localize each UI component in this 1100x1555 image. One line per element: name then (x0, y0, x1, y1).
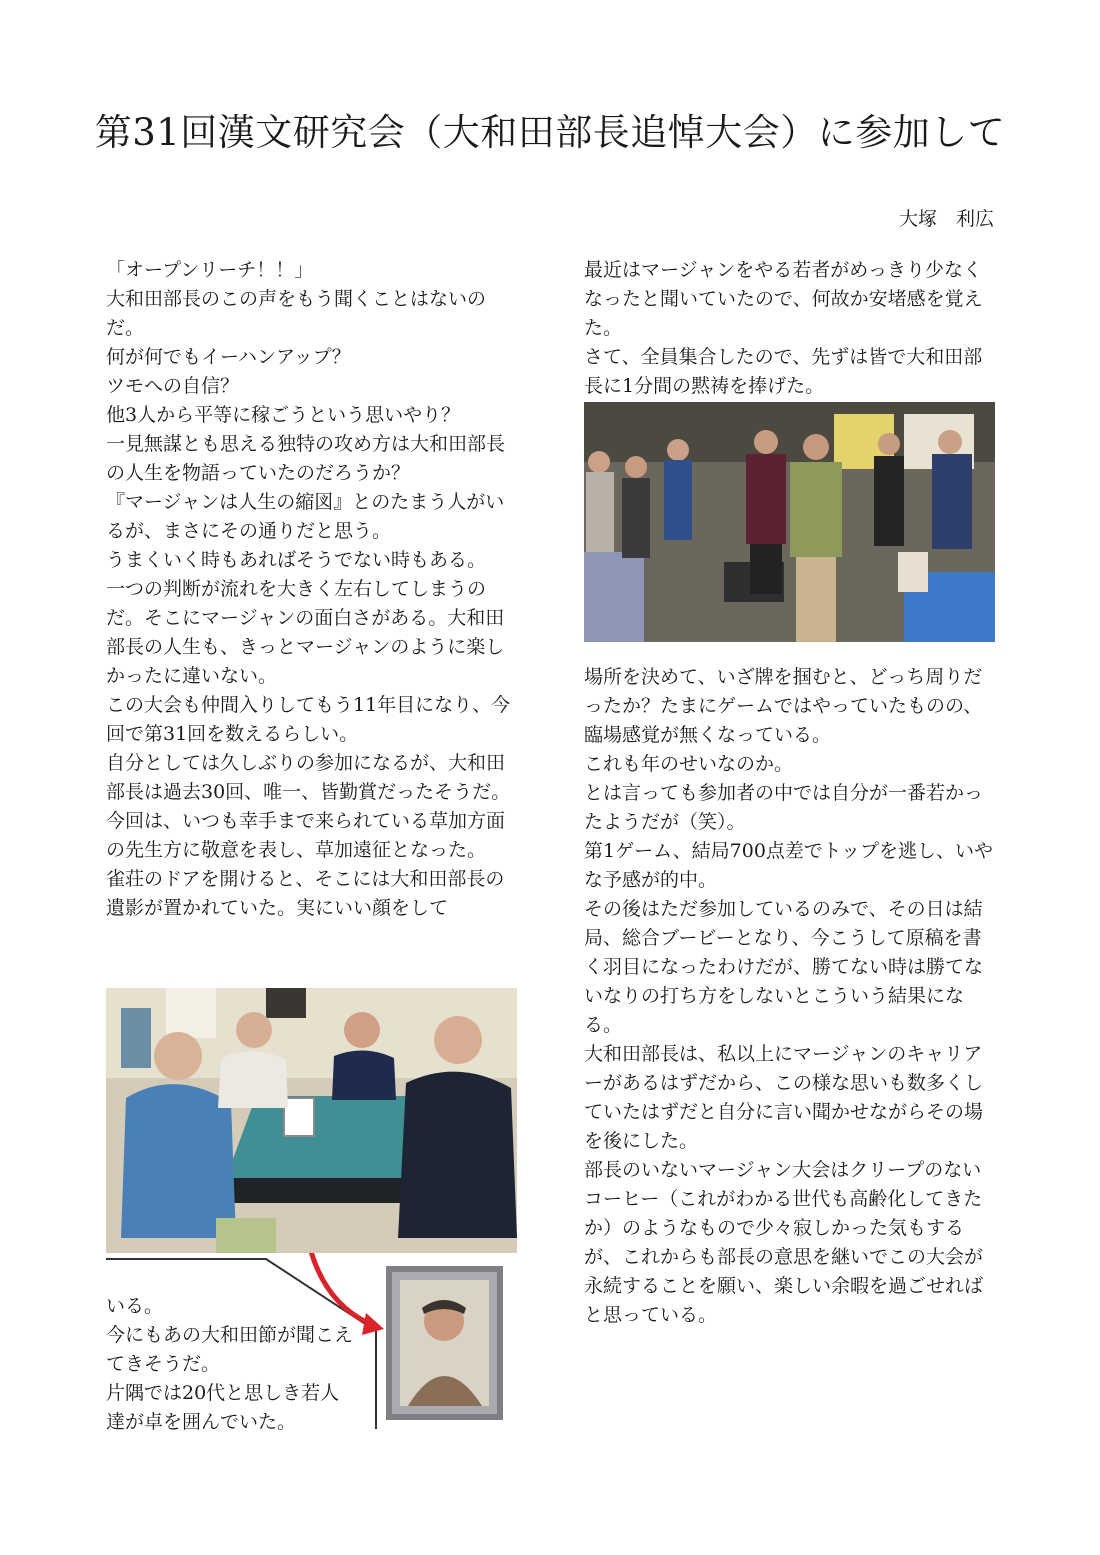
paragraph: 今回は、いつも幸手まで来られている草加方面の先生方に敬意を表し、草加遠征となった。 (106, 810, 506, 861)
paragraph: 「オープンリーチ！！」 (106, 259, 314, 281)
paragraph: 雀荘のドアを開けると、そこには大和田部長の遺影が置かれていた。実にいい顔をして (106, 868, 505, 919)
silent-prayer-illustration (584, 402, 995, 642)
paragraph: 片隅では20代と思しき若人達が卓を囲んでいた。 (106, 1382, 340, 1433)
mahjong-table-illustration (106, 988, 517, 1253)
right-column-top (584, 256, 994, 401)
right-column-bottom (584, 663, 994, 1330)
moment-of-silence-photo (584, 402, 995, 642)
paragraph: 場所を決めて、いざ牌を掴むと、どっち周りだったか？たまにゲームではやっていたものの、臨場感覚が無くなっている。 (584, 666, 983, 746)
paragraph: この大会も仲間入りしてもう11年目になり、今回で第31回を数えるらしい。 (106, 694, 511, 745)
paragraph: 何が何でもイーハンアップ？ (106, 346, 351, 368)
paragraph: さて、全員集合したので、先ずは皆で大和田部長に1分間の黙祷を捧げた。 (584, 346, 983, 397)
paragraph: いる。 (106, 1295, 164, 1317)
paragraph: 大和田部長のこの声をもう聞くことはないのだ。 (106, 288, 487, 339)
paragraph: 最近はマージャンをやる若者がめっきり少なくなったと聞いていたので、何故か安堵感を覚えた。 (584, 259, 983, 339)
paragraph: 部長のいないマージャン大会はクリープのないコーヒー（これがわかる世代も高齢化してきたか）のようなもので少々寂しかった気もするが、これからも部長の意思を継いでこの大会が永続することを願い、楽しい余暇を過ごせればと思っている。 (584, 1159, 984, 1326)
paragraph: 他3人から平等に稼ごうという思いやり？ (106, 404, 461, 426)
paragraph: 一つの判断が流れを大きく左右してしまうのだ。そこにマージャンの面白さがある。大和田部長の人生も、きっとマージャンのように楽しかったに違いない。 (106, 578, 505, 687)
paragraph: 今にもあの大和田節が聞こえてきそうだ。 (106, 1324, 354, 1375)
paragraph: 自分としては久しぶりの参加になるが、大和田部長は過去30回、唯一、皆勤賞だったそうだ。 (106, 752, 511, 803)
portrait-frame-illustration (386, 1266, 503, 1420)
paragraph: ツモへの自信？ (106, 375, 240, 397)
paragraph: 『マージャンは人生の縮図』とのたまう人がいるが、まさにその通りだと思う。 (106, 491, 505, 542)
paragraph: うまくいく時もあればそうでない時もある。 (106, 549, 487, 571)
paragraph: その後はただ参加しているのみで、その日は結局、総合ブービーとなり、今こうして原稿を書く羽目になったわけだが、勝てない時は勝てないなりの打ち方をしないとこういう結果になる。 (584, 898, 984, 1036)
left-column (106, 256, 520, 923)
author-name: 大塚 利広 (898, 208, 994, 230)
paragraph: 大和田部長は、私以上にマージャンのキャリアーがあるはずだから、この様な思いも数多くしていたはずだと自分に言い聞かせながらその場を後にした。 (584, 1043, 984, 1152)
memorial-portrait (386, 1266, 503, 1420)
article-title: 第31回漢文研究会（大和田部長追悼大会）に参加して (94, 111, 1006, 154)
mahjong-table-photo (106, 988, 517, 1253)
paragraph: とは言っても参加者の中では自分が一番若かったようだが（笑）。 (584, 782, 984, 833)
left-column-continued (106, 1292, 356, 1437)
paragraph: 一見無謀とも思える独特の攻め方は大和田部長の人生を物語っていたのだろうか？ (106, 433, 506, 484)
paragraph: 第1ゲーム、結局700点差でトップを逃し、いやな予感が的中。 (584, 840, 993, 891)
paragraph: これも年のせいなのか。 (584, 753, 794, 775)
